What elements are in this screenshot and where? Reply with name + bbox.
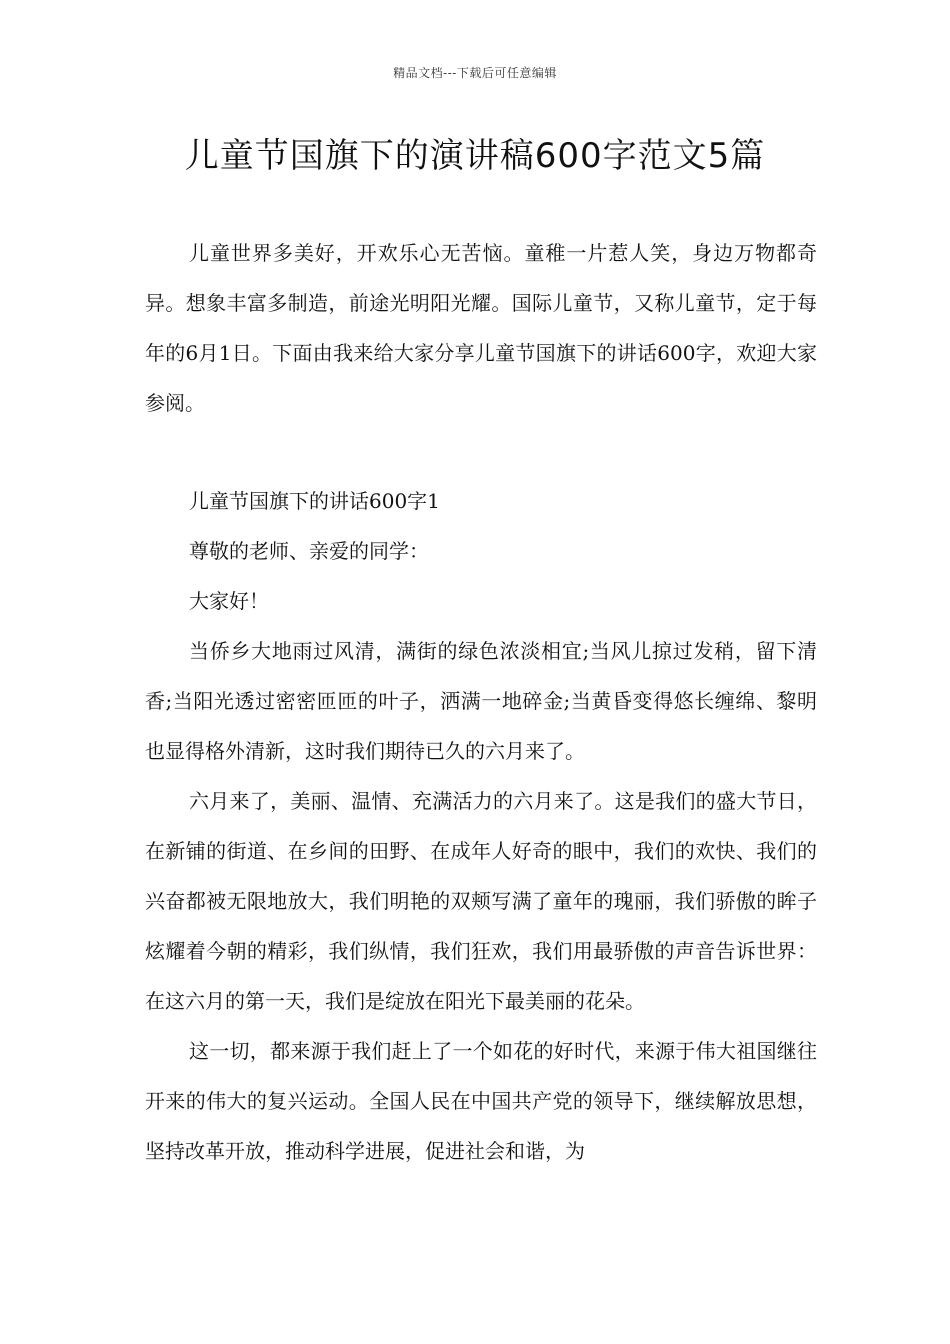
salutation: 尊敬的老师、亲爱的同学： [189, 539, 429, 563]
greeting: 大家好！ [189, 589, 269, 613]
intro-paragraph: 儿童世界多美好，开欢乐心无苦恼。童稚一片惹人笑，身边万物都奇异。想象丰富多制造，前途光明阳光耀。国际儿童节，又称儿童节，定于每年的6月1日。下面由我来给大家分享儿童节国旗下的讲话600字，欢迎大家参阅。 [145, 241, 817, 415]
document-title: 儿童节国旗下的演讲稿600字范文5篇 [184, 136, 766, 176]
intro-block [145, 228, 817, 428]
body-paragraph: 当侨乡大地雨过风清，满街的绿色浓淡相宜;当风儿掠过发稍，留下清香;当阳光透过密密匝匝的叶子，洒满一地碎金;当黄昏变得悠长缠绵、黎明也显得格外清新，这时我们期待已久的六月来了。 [145, 639, 817, 763]
section-heading: 儿童节国旗下的讲话600字1 [189, 489, 440, 513]
header-note: 精品文档---下载后可任意编辑 [393, 66, 557, 80]
speech-section-1 [145, 476, 817, 1176]
body-paragraph: 六月来了，美丽、温情、充满活力的六月来了。这是我们的盛大节日，在新铺的街道、在乡间的田野、在成年人好奇的眼中，我们的欢快、我们的兴奋都被无限地放大，我们明艳的双颊写满了童年的瑰丽，我们骄傲的眸子炫耀着今朝的精彩，我们纵情，我们狂欢，我们用最骄傲的声音告诉世界：在这六月的第一天，我们是绽放在阳光下最美丽的花朵。 [145, 789, 817, 1013]
body-paragraph: 这一切，都来源于我们赶上了一个如花的好时代，来源于伟大祖国继往开来的伟大的复兴运动。全国人民在中国共产党的领导下，继续解放思想，坚持改革开放，推动科学进展，促进社会和谐，为 [145, 1039, 817, 1163]
